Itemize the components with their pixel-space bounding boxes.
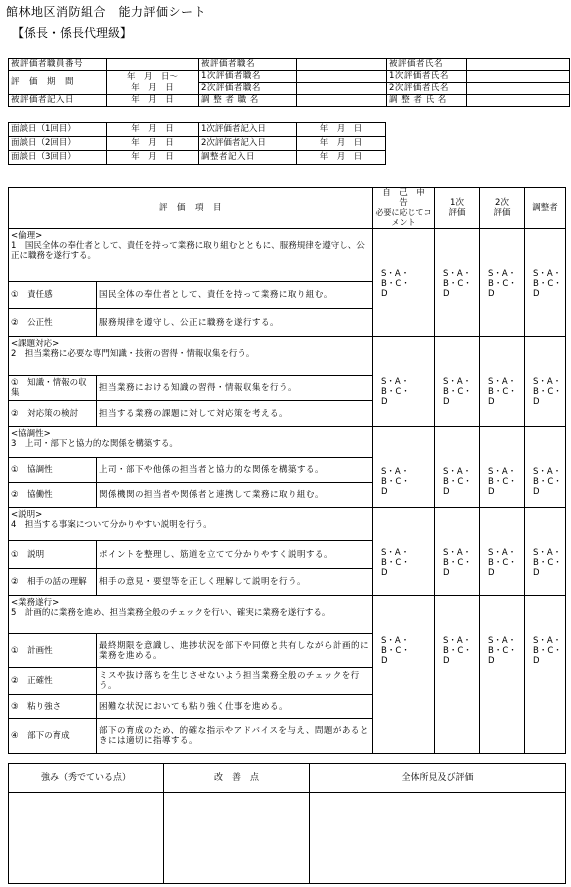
adjuster-entry-date-field[interactable]: 年 月 日 [297, 151, 386, 165]
header-adjuster: 調整者 [525, 188, 566, 229]
label-evaluatee-name: 被評価者氏名 [387, 59, 467, 71]
section-title: <倫理> 1 国民全体の奉仕者として、責任を持って業務に取り組むとともに、服務規律を遵守し、公正に職務を遂行する。 [9, 229, 373, 282]
item-description: 担当業務における知識の習得・情報収集を行う。 [97, 376, 373, 401]
item-name: ② 公正性 [9, 309, 97, 337]
self-report-cell[interactable]: S・A・ B・C・ D [373, 596, 435, 754]
first-evaluator-name-field[interactable] [467, 71, 570, 83]
evaluatee-entry-date-field[interactable]: 年 月 日 [107, 95, 199, 107]
label-second-evaluator-title: 2次評価者職名 [199, 83, 297, 95]
item-name: ② 相手の話の理解 [9, 569, 97, 596]
section-title: <課題対応> 2 担当業務に必要な専門知識・技術の習得・情報収集を行う。 [9, 337, 373, 376]
evaluatee-name-field[interactable] [467, 59, 570, 71]
item-name: ① 責任感 [9, 282, 97, 309]
label-interview-3: 面談日（3回目） [9, 151, 107, 165]
first-evaluator-entry-date-field[interactable]: 年 月 日 [297, 123, 386, 137]
evaluatee-title-field[interactable] [297, 59, 387, 71]
second-evaluation-cell[interactable]: S・A・ B・C・ D [480, 427, 525, 508]
evaluation-period-field[interactable]: 年 月 日～ 年 月 日 [107, 71, 199, 95]
adjuster-cell[interactable]: S・A・ B・C・ D [525, 508, 566, 596]
label-adjuster-title: 調 整 者 職 名 [199, 95, 297, 107]
item-description: 関係機関の担当者や関係者と連携して業務に取り組む。 [97, 483, 373, 508]
self-report-cell[interactable]: S・A・ B・C・ D [373, 337, 435, 427]
overall-assessment-field[interactable] [310, 793, 566, 884]
item-name: ② 対応策の検討 [9, 401, 97, 427]
adjuster-cell[interactable]: S・A・ B・C・ D [525, 596, 566, 754]
header-first-evaluation: 1次 評価 [435, 188, 480, 229]
header-evaluation-item: 評 価 項 目 [9, 188, 373, 229]
adjuster-cell[interactable]: S・A・ B・C・ D [525, 337, 566, 427]
page-subtitle: 【係長・係長代理級】 [12, 26, 133, 40]
section-title: <説明> 4 担当する事案について分かりやすい説明を行う。 [9, 508, 373, 541]
label-strengths: 強み（秀でている点） [9, 764, 164, 793]
staff-number-field[interactable] [107, 59, 199, 71]
summary-table [8, 763, 566, 884]
item-description: 上司・部下や他係の担当者と協力的な関係を構築する。 [97, 458, 373, 483]
strengths-field[interactable] [9, 793, 164, 884]
evaluatee-info-table [8, 58, 570, 107]
adjuster-title-field[interactable] [297, 95, 387, 107]
item-name: ① 協調性 [9, 458, 97, 483]
item-description: 相手の意見・要望等を正しく理解して説明を行う。 [97, 569, 373, 596]
item-description: 国民全体の奉仕者として、責任を持って業務に取り組む。 [97, 282, 373, 309]
second-evaluation-cell[interactable]: S・A・ B・C・ D [480, 596, 525, 754]
label-overall-assessment: 全体所見及び評価 [310, 764, 566, 793]
second-evaluator-name-field[interactable] [467, 83, 570, 95]
evaluation-table [8, 187, 566, 754]
improvements-field[interactable] [164, 793, 310, 884]
label-staff-number: 被評価者職員番号 [9, 59, 107, 71]
interview-1-date-field[interactable]: 年 月 日 [107, 123, 199, 137]
label-first-evaluator-entry-date: 1次評価者記入日 [199, 123, 297, 137]
interview-dates-table [8, 122, 386, 165]
first-evaluation-cell[interactable]: S・A・ B・C・ D [435, 229, 480, 337]
header-self-report-comment: 必要に応じてコメント [373, 208, 435, 229]
item-name: ① 計画性 [9, 634, 97, 668]
section-title: <協調性> 3 上司・部下と協力的な関係を構築する。 [9, 427, 373, 458]
first-evaluation-cell[interactable]: S・A・ B・C・ D [435, 596, 480, 754]
self-report-cell[interactable]: S・A・ B・C・ D [373, 427, 435, 508]
item-description: ミスや抜け落ちを生じさせないよう担当業務全般のチェックを行う。 [97, 668, 373, 695]
second-evaluation-cell[interactable]: S・A・ B・C・ D [480, 508, 525, 596]
first-evaluation-cell[interactable]: S・A・ B・C・ D [435, 508, 480, 596]
label-evaluatee-title: 被評価者職名 [199, 59, 297, 71]
second-evaluator-entry-date-field[interactable]: 年 月 日 [297, 137, 386, 151]
label-evaluation-period: 評 価 期 間 [9, 71, 107, 95]
item-description: 最終期限を意識し、進捗状況を部下や同僚と共有しながら計画的に業務を進める。 [97, 634, 373, 668]
item-name: ③ 粘り強さ [9, 695, 97, 719]
interview-2-date-field[interactable]: 年 月 日 [107, 137, 199, 151]
label-interview-1: 面談日（1回目） [9, 123, 107, 137]
interview-3-date-field[interactable]: 年 月 日 [107, 151, 199, 165]
label-second-evaluator-name: 2次評価者氏名 [387, 83, 467, 95]
label-adjuster-entry-date: 調整者記入日 [199, 151, 297, 165]
second-evaluation-cell[interactable]: S・A・ B・C・ D [480, 337, 525, 427]
header-self-report: 自 己 申 告 [373, 188, 435, 209]
label-improvements: 改 善 点 [164, 764, 310, 793]
item-name: ② 協働性 [9, 483, 97, 508]
label-first-evaluator-title: 1次評価者職名 [199, 71, 297, 83]
label-adjuster-name: 調 整 者 氏 名 [387, 95, 467, 107]
item-description: 服務規律を遵守し、公正に職務を遂行する。 [97, 309, 373, 337]
second-evaluator-title-field[interactable] [297, 83, 387, 95]
item-description: 困難な状況においても粘り強く仕事を進める。 [97, 695, 373, 719]
section-title: <業務遂行> 5 計画的に業務を進め、担当業務全般のチェックを行い、確実に業務を遂行する。 [9, 596, 373, 634]
header-second-evaluation: 2次 評価 [480, 188, 525, 229]
second-evaluation-cell[interactable]: S・A・ B・C・ D [480, 229, 525, 337]
item-name: ① 知識・情報の収集 [9, 376, 97, 401]
first-evaluation-cell[interactable]: S・A・ B・C・ D [435, 337, 480, 427]
first-evaluation-cell[interactable]: S・A・ B・C・ D [435, 427, 480, 508]
first-evaluator-title-field[interactable] [297, 71, 387, 83]
item-description: 担当する業務の課題に対して対応策を考える。 [97, 401, 373, 427]
self-report-cell[interactable]: S・A・ B・C・ D [373, 229, 435, 337]
label-second-evaluator-entry-date: 2次評価者記入日 [199, 137, 297, 151]
label-evaluatee-entry-date: 被評価者記入日 [9, 95, 107, 107]
self-report-cell[interactable]: S・A・ B・C・ D [373, 508, 435, 596]
label-first-evaluator-name: 1次評価者氏名 [387, 71, 467, 83]
item-name: ② 正確性 [9, 668, 97, 695]
item-name: ④ 部下の育成 [9, 719, 97, 754]
label-interview-2: 面談日（2回目） [9, 137, 107, 151]
adjuster-cell[interactable]: S・A・ B・C・ D [525, 427, 566, 508]
item-name: ① 説明 [9, 541, 97, 569]
page-title: 館林地区消防組合 能力評価シート [6, 5, 207, 19]
item-description: 部下の育成のため、的確な指示やアドバイスを与え、問題があるときには適切に指導する。 [97, 719, 373, 754]
adjuster-cell[interactable]: S・A・ B・C・ D [525, 229, 566, 337]
adjuster-name-field[interactable] [467, 95, 570, 107]
item-description: ポイントを整理し、筋道を立てて分かりやすく説明する。 [97, 541, 373, 569]
